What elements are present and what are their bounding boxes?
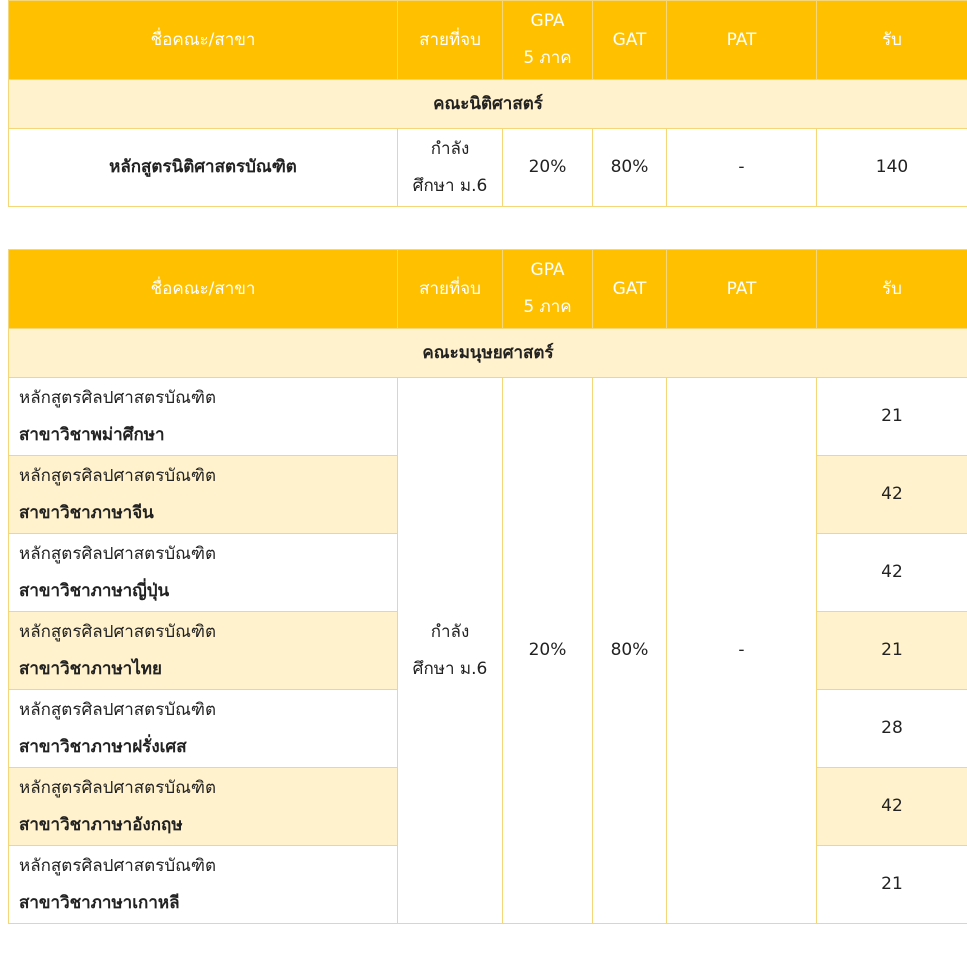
program-cell [9, 534, 398, 612]
gat-cell: 80% [593, 378, 667, 924]
program-name: หลักสูตรนิติศาสตรบัณฑิต [9, 129, 398, 207]
header-gpa-line2: 5 ภาค [523, 297, 572, 317]
track-line1: กำลัง [430, 138, 470, 159]
pat-cell: - [667, 378, 817, 924]
program-cell [9, 612, 398, 690]
quota-cell: 21 [817, 378, 967, 456]
program-cell [9, 846, 398, 924]
major-name: สาขาวิชาภาษาไทย [19, 658, 162, 679]
track-line2: ศึกษา ม.6 [412, 658, 488, 679]
header-gpa-line1: GPA [530, 11, 565, 31]
header-row [9, 1, 967, 80]
gat-cell: 80% [593, 129, 667, 207]
header-gpa [503, 1, 593, 80]
table-row [9, 129, 967, 207]
major-name: สาขาวิชาภาษาอังกฤษ [19, 814, 183, 835]
major-name: สาขาวิชาภาษาฝรั่งเศส [19, 736, 187, 757]
header-gat: GAT [593, 1, 667, 80]
quota-cell: 42 [817, 456, 967, 534]
header-gpa-line2: 5 ภาค [523, 48, 572, 68]
track-line1: กำลัง [430, 621, 470, 642]
law-admission-table [8, 0, 967, 207]
quota-cell: 42 [817, 768, 967, 846]
faculty-title: คณะมนุษยศาสตร์ [9, 329, 967, 378]
degree-name: หลักสูตรศิลปศาสตรบัณฑิต [19, 543, 217, 564]
track-line2: ศึกษา ม.6 [412, 175, 488, 196]
program-cell [9, 456, 398, 534]
humanities-admission-table [8, 249, 967, 924]
quota-cell: 21 [817, 612, 967, 690]
program-cell [9, 768, 398, 846]
faculty-row [9, 329, 967, 378]
gpa-cell: 20% [503, 129, 593, 207]
major-name: สาขาวิชาภาษาจีน [19, 502, 154, 523]
gpa-cell: 20% [503, 378, 593, 924]
degree-name: หลักสูตรศิลปศาสตรบัณฑิต [19, 699, 217, 720]
program-cell [9, 378, 398, 456]
faculty-row [9, 80, 967, 129]
quota-cell: 21 [817, 846, 967, 924]
header-pat: PAT [667, 250, 817, 329]
degree-name: หลักสูตรศิลปศาสตรบัณฑิต [19, 621, 217, 642]
quota-cell: 28 [817, 690, 967, 768]
major-name: สาขาวิชาพม่าศึกษา [19, 424, 165, 445]
track-cell [398, 129, 503, 207]
header-track: สายที่จบ [398, 1, 503, 80]
header-name: ชื่อคณะ/สาขา [9, 1, 398, 80]
header-row [9, 250, 967, 329]
header-name: ชื่อคณะ/สาขา [9, 250, 398, 329]
header-gat: GAT [593, 250, 667, 329]
header-gpa [503, 250, 593, 329]
program-cell [9, 690, 398, 768]
faculty-title: คณะนิติศาสตร์ [9, 80, 967, 129]
header-gpa-line1: GPA [530, 260, 565, 280]
header-quota: รับ [817, 1, 967, 80]
degree-name: หลักสูตรศิลปศาสตรบัณฑิต [19, 855, 217, 876]
header-quota: รับ [817, 250, 967, 329]
header-pat: PAT [667, 1, 817, 80]
major-name: สาขาวิชาภาษาเกาหลี [19, 892, 180, 913]
quota-cell: 42 [817, 534, 967, 612]
track-cell [398, 378, 503, 924]
header-track: สายที่จบ [398, 250, 503, 329]
degree-name: หลักสูตรศิลปศาสตรบัณฑิต [19, 387, 217, 408]
degree-name: หลักสูตรศิลปศาสตรบัณฑิต [19, 465, 217, 486]
pat-cell: - [667, 129, 817, 207]
quota-cell: 140 [817, 129, 967, 207]
degree-name: หลักสูตรศิลปศาสตรบัณฑิต [19, 777, 217, 798]
table-row [9, 378, 967, 456]
major-name: สาขาวิชาภาษาญี่ปุ่น [19, 580, 170, 601]
